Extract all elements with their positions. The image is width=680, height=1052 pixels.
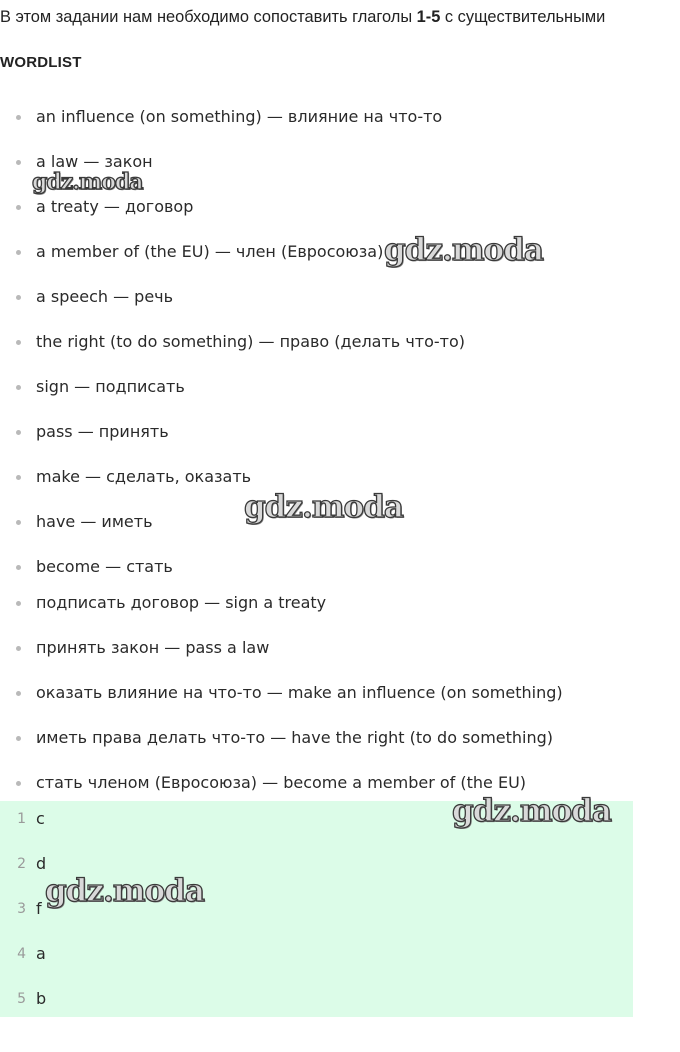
- intro-text-start: В этом задании нам необходимо сопоставить глаголы: [0, 8, 417, 26]
- bullet-icon: [16, 781, 21, 786]
- list-item-text: подписать договор — sign a treaty: [36, 593, 327, 612]
- list-item-text: принять закон — pass a law: [36, 638, 270, 657]
- bullet-icon: [16, 430, 21, 435]
- list-item-text: a treaty — договор: [36, 197, 194, 216]
- list-item-text: the right (to do something) — право (делать что-то): [36, 332, 465, 351]
- bullet-icon: [16, 295, 21, 300]
- answer-value: b: [36, 989, 47, 1008]
- answer-number: 4: [17, 946, 26, 962]
- watermark-logo: gdz.moda: [244, 489, 403, 525]
- intro-range: 1-5: [416, 8, 441, 26]
- bullet-icon: [16, 385, 21, 390]
- bullet-icon: [16, 115, 21, 120]
- list-item-text: make — сделать, оказать: [36, 467, 252, 486]
- list-item-text: sign — подписать: [36, 377, 185, 396]
- answer-number: 2: [17, 856, 26, 872]
- intro-text-end: с существительными: [440, 8, 606, 26]
- intro-text: [0, 8, 680, 27]
- bullet-icon: [16, 160, 21, 165]
- bullet-icon: [16, 205, 21, 210]
- watermark-logo: gdz.moda: [384, 232, 543, 268]
- bullet-icon: [16, 250, 21, 255]
- answer-value: d: [36, 854, 47, 873]
- answer-value: f: [36, 899, 42, 918]
- bullet-icon: [16, 565, 21, 570]
- list-item-text: have — иметь: [36, 512, 153, 531]
- list-item-text: оказать влияние на что-то — make an influence (on something): [36, 683, 563, 702]
- bullet-icon: [16, 691, 21, 696]
- bullet-icon: [16, 475, 21, 480]
- watermark-logo: gdz.moda: [452, 793, 611, 829]
- bullet-icon: [16, 736, 21, 741]
- list-item-text: a law — закон: [36, 152, 153, 171]
- answer-number: 3: [17, 901, 26, 917]
- list-item-text: a speech — речь: [36, 287, 174, 306]
- list-item-text: pass — принять: [36, 422, 169, 441]
- watermark-logo: gdz.moda: [45, 873, 204, 909]
- answers-block: [0, 801, 633, 1017]
- answer-number: 5: [17, 991, 26, 1007]
- bullet-icon: [16, 646, 21, 651]
- list-item-text: иметь права делать что-то — have the right (to do something): [36, 728, 554, 747]
- bullet-icon: [16, 601, 21, 606]
- list-item-text: стать членом (Евросоюза) — become a member of (the EU): [36, 773, 527, 792]
- watermark-logo: gdz.moda: [32, 169, 143, 195]
- answer-value: c: [36, 809, 45, 828]
- answer-value: a: [36, 944, 46, 963]
- list-item-text: become — стать: [36, 557, 173, 576]
- list-item-text: a member of (the EU) — член (Евросоюза): [36, 242, 384, 261]
- answer-number: 1: [17, 811, 26, 827]
- wordlist-heading: WORDLIST: [0, 54, 82, 71]
- bullet-icon: [16, 520, 21, 525]
- bullet-icon: [16, 340, 21, 345]
- list-item-text: an influence (on something) — влияние на что-то: [36, 107, 443, 126]
